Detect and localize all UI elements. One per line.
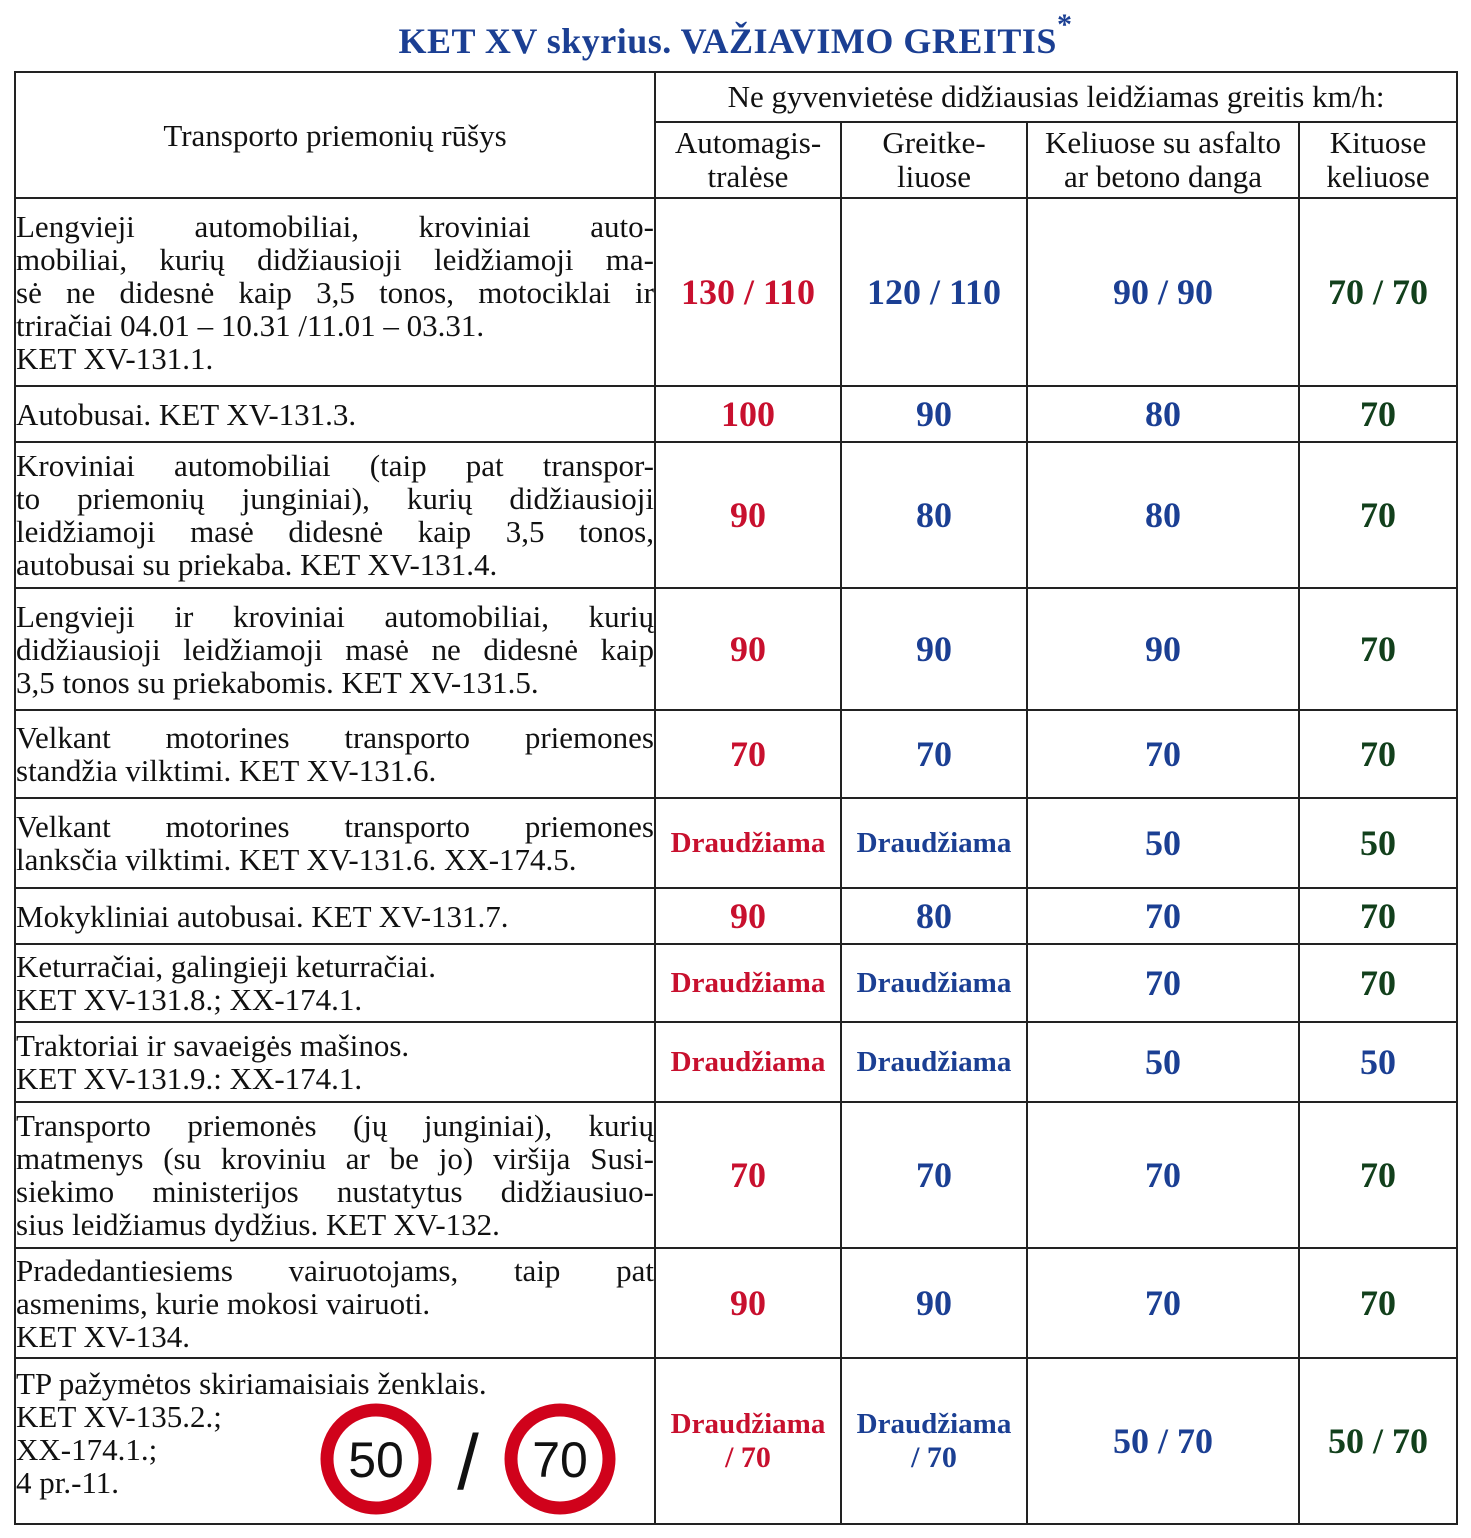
table-row	[15, 386, 1457, 442]
expressway-limit: Draudžiama	[841, 798, 1027, 888]
row-description: Mokykliniai autobusai. KET XV-131.7.	[15, 888, 655, 944]
header-other-roads: Kituose keliuose	[1299, 122, 1457, 198]
row-description: Pradedantiesiems vairuotojams, taip pat asmenims, kurie mokosi vairuoti. KET XV-134.	[15, 1248, 655, 1358]
other-road-limit: 70	[1299, 888, 1457, 944]
motorway-limit: Draudžiama / 70	[655, 1358, 841, 1524]
speed-limit-70-sign-icon	[511, 1410, 609, 1508]
expressway-limit: Draudžiama	[841, 944, 1027, 1022]
motorway-limit: Draudžiama	[655, 798, 841, 888]
speed-limit-50-sign-icon	[327, 1410, 425, 1508]
table-row	[15, 1102, 1457, 1248]
title-footnote-mark: *	[1056, 8, 1073, 41]
paved-road-limit: 70	[1027, 888, 1299, 944]
table-row	[15, 588, 1457, 710]
expressway-limit: Draudžiama / 70	[841, 1358, 1027, 1524]
expressway-limit: 70	[841, 1102, 1027, 1248]
header-paved-roads: Keliuose su asfalto ar betono danga	[1027, 122, 1299, 198]
other-road-limit: 70	[1299, 710, 1457, 798]
title-text: KET XV skyrius. VAŽIAVIMO GREITIS	[398, 21, 1057, 61]
paved-road-limit: 50 / 70	[1027, 1358, 1299, 1524]
table-row	[15, 888, 1457, 944]
page-title	[0, 8, 1471, 62]
expressway-limit: Draudžiama	[841, 1022, 1027, 1102]
expressway-limit: 120 / 110	[841, 198, 1027, 386]
row-description: Autobusai. KET XV-131.3.	[15, 386, 655, 442]
row-description: Traktoriai ir savaeigės mašinos. KET XV-131.9.: XX-174.1.	[15, 1022, 655, 1102]
row-description: Velkant motorines transporto priemones standžia vilktimi. KET XV-131.6.	[15, 710, 655, 798]
motorway-limit: 70	[655, 710, 841, 798]
row-description: Transporto priemonės (jų junginiai), kurių matmenys (su kroviniu ar be jo) viršija Susi- siekimo ministerijos nustatytus didžiausiuo- sius leidžiamus dydžius. KET XV-132.	[15, 1102, 655, 1248]
speed-limit-signs	[318, 1401, 618, 1517]
row-description: Keturračiai, galingieji keturračiai. KET XV-131.8.; XX-174.1.	[15, 944, 655, 1022]
sign-separator: /	[457, 1418, 479, 1506]
expressway-limit: 80	[841, 888, 1027, 944]
header-outside-settlements: Ne gyvenvietėse didžiausias leidžiamas greitis km/h:	[655, 72, 1457, 122]
row-description: TP pažymėtos skiriamaisiais ženklais. KET XV-135.2.; XX-174.1.; 4 pr.-11. 50 / 70	[15, 1358, 655, 1524]
other-road-limit: 50	[1299, 1022, 1457, 1102]
paved-road-limit: 90 / 90	[1027, 198, 1299, 386]
other-road-limit: 50 / 70	[1299, 1358, 1457, 1524]
other-road-limit: 70	[1299, 442, 1457, 588]
sign-left-value: 50	[348, 1432, 404, 1488]
motorway-limit: Draudžiama	[655, 1022, 841, 1102]
paved-road-limit: 70	[1027, 1102, 1299, 1248]
other-road-limit: 70	[1299, 1248, 1457, 1358]
table-row	[15, 944, 1457, 1022]
row-description: Lengvieji ir kroviniai automobiliai, kurių didžiausioji leidžiamoji masė ne didesnė kaip 3,5 tonos su priekabomis. KET XV-131.5.	[15, 588, 655, 710]
paved-road-limit: 70	[1027, 1248, 1299, 1358]
motorway-limit: 90	[655, 1248, 841, 1358]
motorway-limit: 90	[655, 442, 841, 588]
table-row	[15, 442, 1457, 588]
other-road-limit: 70	[1299, 1102, 1457, 1248]
expressway-limit: 70	[841, 710, 1027, 798]
paved-road-limit: 80	[1027, 442, 1299, 588]
other-road-limit: 70	[1299, 386, 1457, 442]
expressway-limit: 90	[841, 1248, 1027, 1358]
speed-limit-table	[14, 71, 1458, 1525]
table-row	[15, 1022, 1457, 1102]
paved-road-limit: 50	[1027, 798, 1299, 888]
row-description: Velkant motorines transporto priemones lanksčia vilktimi. KET XV-131.6. XX-174.5.	[15, 798, 655, 888]
motorway-limit: 90	[655, 888, 841, 944]
header-motorways: Automagis- tralėse	[655, 122, 841, 198]
motorway-limit: 100	[655, 386, 841, 442]
motorway-limit: 70	[655, 1102, 841, 1248]
table-row	[15, 198, 1457, 386]
paved-road-limit: 90	[1027, 588, 1299, 710]
expressway-limit: 80	[841, 442, 1027, 588]
table-row	[15, 1358, 1457, 1524]
other-road-limit: 50	[1299, 798, 1457, 888]
row-description: Lengvieji automobiliai, kroviniai auto- mobiliai, kurių didžiausioji leidžiamoji ma- sė ne didesnė kaip 3,5 tonos, motociklai ir triračiai 04.01 – 10.31 /11.01 – 03.31. KET XV-131.1.	[15, 198, 655, 386]
table-row	[15, 710, 1457, 798]
table-row	[15, 1248, 1457, 1358]
paved-road-limit: 70	[1027, 710, 1299, 798]
expressway-limit: 90	[841, 386, 1027, 442]
motorway-limit: 130 / 110	[655, 198, 841, 386]
expressway-limit: 90	[841, 588, 1027, 710]
row-description: Kroviniai automobiliai (taip pat transpor- to priemonių junginiai), kurių didžiausioji leidžiamoji masė didesnė kaip 3,5 tonos, autobusai su priekaba. KET XV-131.4.	[15, 442, 655, 588]
other-road-limit: 70	[1299, 944, 1457, 1022]
paved-road-limit: 50	[1027, 1022, 1299, 1102]
paved-road-limit: 80	[1027, 386, 1299, 442]
paved-road-limit: 70	[1027, 944, 1299, 1022]
other-road-limit: 70	[1299, 588, 1457, 710]
table-row	[15, 798, 1457, 888]
motorway-limit: 90	[655, 588, 841, 710]
header-vehicle-types: Transporto priemonių rūšys	[15, 72, 655, 198]
header-expressways: Greitke- liuose	[841, 122, 1027, 198]
sign-right-value: 70	[532, 1432, 588, 1488]
other-road-limit: 70 / 70	[1299, 198, 1457, 386]
motorway-limit: Draudžiama	[655, 944, 841, 1022]
